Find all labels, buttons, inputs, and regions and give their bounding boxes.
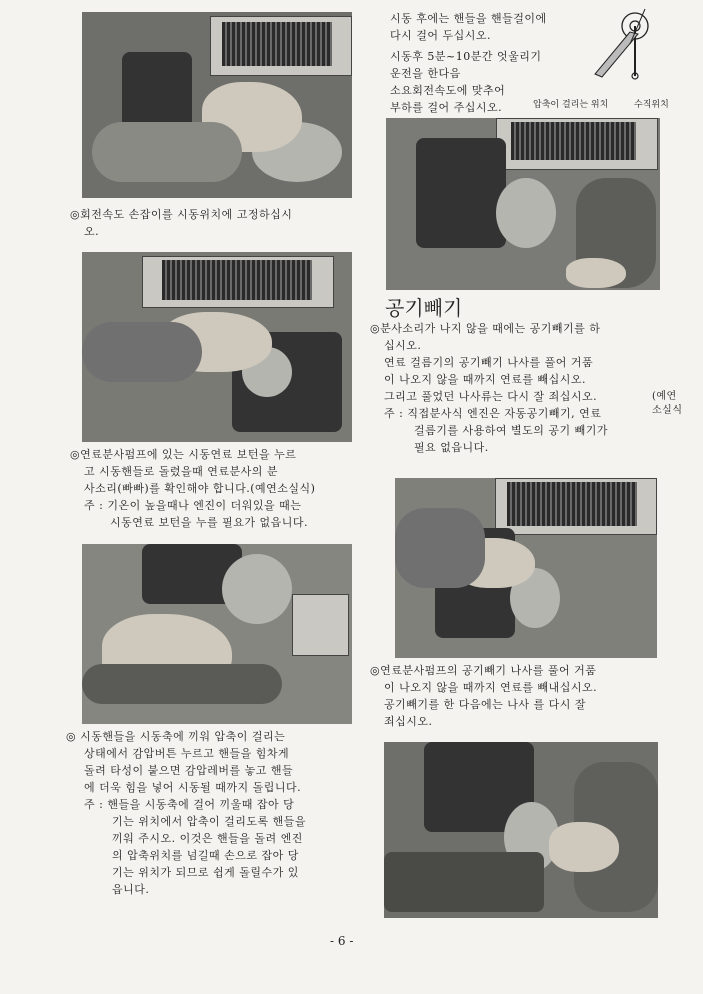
text-line: 에 더욱 힘을 넣어 시동될 때까지 돌립니다. [84, 781, 302, 794]
page-number: - 6 - [330, 934, 354, 948]
side-note [652, 390, 682, 418]
text-line: 소실식 [652, 405, 683, 416]
photo-start-handle [82, 544, 352, 724]
text-line: 죄십시오. [384, 715, 433, 728]
photo-speed-handle [82, 12, 352, 198]
text-line: ◎ 시동핸들을 시동축에 끼워 압축이 걸리는 [66, 730, 286, 743]
text-line: 다시 걸어 두십시오. [390, 29, 491, 42]
text-line: 주 : 직접분사식 엔진은 자동공기빼기, 연료 [384, 407, 602, 420]
text-line: 주 : 기온이 높을때나 엔진이 더워있을 때는 [84, 499, 302, 512]
text-line: 기는 위치가 되므로 쉽게 돌릴수가 있 [112, 866, 299, 879]
text-line: 시동 후에는 핸들을 핸들걸이에 [390, 12, 547, 25]
text-line: 시동후 5분~10분간 엇울리기 [390, 50, 542, 63]
text-line: 부하를 걸어 주십시오. [390, 101, 503, 114]
right-block2 [370, 662, 597, 730]
text-line: 끼워 주시오. 이것은 핸들을 돌려 엔진 [112, 832, 303, 845]
photo-after-start [386, 118, 660, 290]
photo-pump-bleed [384, 742, 658, 918]
text-line: ◎연료분사펌프의 공기빼기 나사를 풀어 거품 [370, 664, 597, 677]
text-line: ◎연료분사펌프에 있는 시동연료 보턴을 누르 [70, 448, 297, 461]
text-line: 소요회전속도에 맞추어 [390, 84, 506, 97]
text-line: 기는 위치에서 압축이 걸리도록 핸들을 [112, 815, 307, 828]
text-line: 주 : 핸들을 시동축에 걸어 끼울때 잡아 당 [84, 798, 295, 811]
text-line: 이 나오지 않을 때까지 연료를 빼내십시오. [384, 681, 598, 694]
text-line: 시동연료 보턴을 누를 필요가 없읍니다. [110, 516, 308, 529]
text-line: ◎회전속도 손잡이를 시동위치에 고정하십시 [70, 208, 293, 221]
photo-air-bleed [395, 478, 657, 658]
text-line: ◎분사소리가 나지 않을 때에는 공기빼기를 하 [370, 322, 601, 335]
text-line: 십시오. [384, 339, 422, 352]
text-line: 공기빼기를 한 다음에는 나사 를 다시 잘 [384, 698, 586, 711]
text-line: (예연 [652, 391, 677, 402]
photo-fuel-button [82, 252, 352, 442]
text-line: 걸름기를 사용하여 별도의 공기 빼기가 [414, 424, 609, 437]
text-line: 상태에서 감압버튼 누르고 핸들을 힘차게 [84, 747, 290, 760]
left-block2 [70, 446, 315, 531]
text-line: 읍니다. [112, 883, 150, 896]
right-top-text [390, 10, 547, 116]
text-line: 운전을 한다음 [390, 67, 461, 80]
label-vertical-position: 수직위치 [634, 100, 669, 110]
text-line: 그리고 풀었던 나사류는 다시 잘 죄십시오. [384, 390, 598, 403]
text-line: 고 시동핸들로 돌렸을때 연료분사의 분 [84, 465, 279, 478]
right-block1 [370, 320, 608, 456]
text-line: 돌려 타성이 붙으면 감압레버를 놓고 핸들 [84, 764, 294, 777]
handle-position-diagram [560, 4, 670, 94]
text-line: 필요 없읍니다. [414, 441, 489, 454]
text-line: 이 나오지 않을 때까지 연료를 빼십시오. [384, 373, 586, 386]
text-line: 연료 걸름기의 공기빼기 나사를 풀어 거품 [384, 356, 594, 369]
text-line: 사소리(빠빠)를 확인해야 합니다.(예연소실식) [84, 482, 316, 495]
text-line: 의 압축위치를 넘길때 손으로 잡아 당 [112, 849, 299, 862]
text-line: 오. [84, 225, 100, 238]
section-heading: 공기빼기 [385, 296, 463, 320]
left-block3 [66, 728, 306, 898]
left-block1 [70, 206, 292, 240]
label-compress-position: 압축이 걸리는 위치 [533, 100, 609, 110]
